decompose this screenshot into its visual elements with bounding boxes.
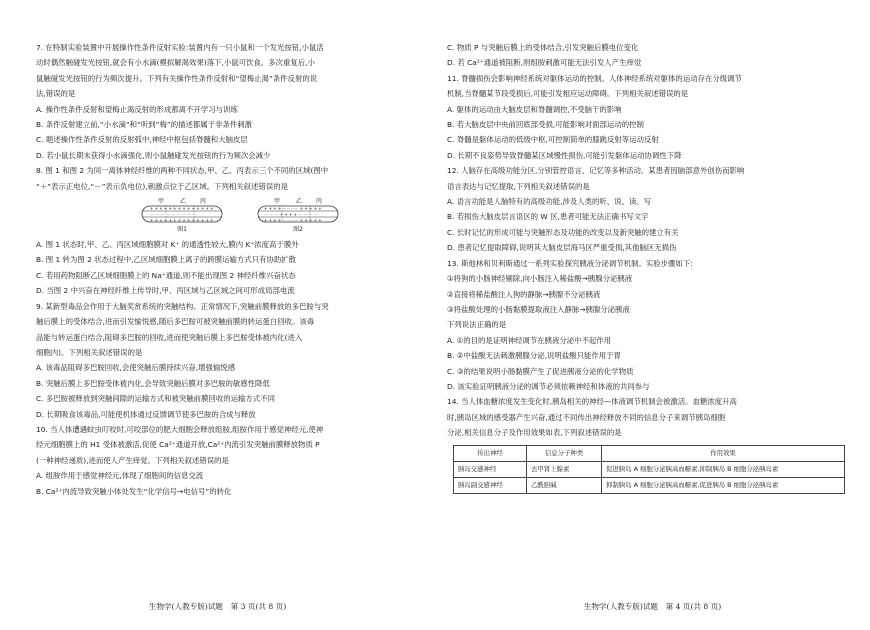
q7-option-b: B. 条件反射建立前,“小水滴”和“听到”梅”的描述都属于非条件刺激 [36, 120, 253, 130]
table-cell: 胰岛交感神经 [454, 461, 527, 477]
right-page [435, 0, 870, 630]
question-8 [36, 163, 425, 298]
q9-stem-line: 品能与转运蛋白结合,阻碍多巴胺的回收,进而使突触后膜上多巴胺受体被内化(进入 [36, 332, 303, 342]
table-header: 信息分子种类 [527, 445, 602, 461]
q11-option-d: D. 长期不良姿势导致脊髓某区域慢性损伤,可能引发躯体运动协调性下降 [447, 150, 682, 160]
q10-option-c: C. 物质 P 与突触后膜上的受体结合,引发突触后膜电位变化 [447, 43, 639, 52]
q10-stem-line: (一种神经递质),进而使人产生痒觉。下列相关叙述错误的是 [36, 455, 229, 465]
question-9 [36, 299, 425, 422]
q7-stem-line: 鼠触碰发光按钮的行为频次提升。下列有关操作性条件反射和“望梅止渴”条件反射的说 [36, 73, 318, 83]
q7-option-c: C. 题述操作性条件反射的反射弧中,神经中枢包括脊髓和大脑皮层 [36, 135, 248, 145]
q11-stem-line: 机制,当脊髓某节段受损后,可能引发相应运动障碍。下列相关叙述错误的是 [447, 89, 689, 99]
q12-option-c: C. 长时记忆的形成可能与突触形态及功能的改变以及新突触的建立有关 [447, 227, 679, 237]
figure-2-caption: 图2 [293, 226, 303, 234]
q10-stem-line: 经元细胞膜上的 H1 受体被激活,促使 Ca²⁺通道开放,Ca²⁺内流引发突触前膜释放物质 P [36, 440, 320, 450]
question-11 [447, 71, 848, 163]
q9-option-a: A. 该毒品阻碍多巴胺回收,会使突触后膜持续兴奋,增强愉悦感 [36, 363, 236, 373]
svg-text:+ + + + + + + + + + + + + +: + + + + + + + + + + + + + + [150, 217, 214, 223]
svg-text:－ － － + + + + － － － －: － － － + + + + － － － － [264, 212, 319, 218]
svg-text:－ － － － － － － － －: － － － － － － － － － [150, 212, 197, 218]
q7-stem-line: 动时偶然触碰发光按钮,就会有小水滴(模拟解渴效果)落下,小鼠可饮食。多次重复后,小 [36, 58, 315, 68]
q9-stem-line: 细胞内)。下列相关叙述错误的是 [36, 347, 143, 357]
q11-option-a: A. 躯体的运动由大脑皮层和脊髓调控,不受脑干的影响 [447, 104, 622, 114]
q12-stem-line: 12. 人脑存在高级功能分区,分别管控语言、记忆等多种活动。某患者因脑部意外创伤而影响 [447, 166, 745, 176]
page-footer-left: 生物学(人教专版)试题 第 3 页(共 8 页) [148, 601, 287, 611]
table-header: 作用效果 [602, 445, 845, 461]
q7-option-a: A. 操作性条件反射和望梅止渴反射的形成都离不开学习与训练 [36, 104, 238, 114]
q12-option-a: A. 语言功能是人脑特有的高级功能,涉及人类的听、说、读、写 [447, 197, 652, 207]
q14-stem-line: 14. 当人体血糖浓度发生变化时,胰岛相关的神经—体液调节机制会被激活。血糖浓度升高 [447, 397, 737, 407]
q8-stem-line: “＋”表示正电位,“－”表示负电位),刺激点位于乙区域。下列相关叙述错误的是 [36, 181, 289, 191]
q13-option-c: C. ③的结果说明小肠黏膜产生了促进胰液分泌的化学物质 [447, 366, 634, 376]
label-bing: 丙 [316, 198, 323, 206]
question-7 [36, 40, 425, 163]
table-row [454, 461, 845, 477]
svg-text:+ + + + －－－－ + + + + +: + + + + －－－－ + + + + + [264, 206, 322, 212]
label-jia: 甲 [158, 198, 165, 206]
q13-step-2: ②直接将稀盐酸注入狗的静脉→胰腺不分泌胰液 [447, 289, 601, 299]
q10-stem-line: 10. 当人体遭遇蚊虫叮咬时,可咬部位的肥大细胞会释放组胺,组胺作用于感觉神经元,使神 [36, 424, 324, 434]
nerve-fiber-diagram-1 [136, 196, 228, 226]
q10-option-a: A. 组胺作用于感觉神经元,体现了细胞间的信息交流 [36, 471, 204, 481]
page-footer-right: 生物学(人教专版)试题 第 4 页(共 8 页) [583, 601, 722, 611]
q14-table [453, 445, 845, 494]
nerve-fiber-diagram-2 [252, 196, 344, 226]
q8-option-a: A. 图 1 状态时,甲、乙、丙区域细胞膜对 K⁺ 的通透性较大,膜内 K⁺浓度高于膜外 [36, 240, 299, 250]
q9-stem-line: 触后膜上的受体结合,进而引发愉悦感,随后多巴胺可被突触前膜的转运蛋白回收。该毒 [36, 317, 315, 327]
q14-stem-line: 分泌,相关信息分子及作用效果如表,下列叙述错误的是 [447, 428, 622, 438]
q14-stem-line: 时,胰岛区域的感受器产生兴奋,通过不同传出神经释放不同的信息分子来调节胰岛细胞 [447, 412, 726, 422]
q13-step-3: ③将盐酸处理的小肠黏膜提取液注入静脉→胰腺分泌胰液 [447, 304, 630, 314]
table-row [454, 477, 845, 493]
table-header: 传出神经 [454, 445, 527, 461]
svg-text:+ + + + + + + + + + + + + +: + + + + + + + + + + + + + + [150, 206, 214, 212]
q13-lead: 下列说法正确的是 [447, 320, 507, 330]
label-yi: 乙 [296, 198, 303, 206]
q11-option-c: C. 脊髓是躯体运动的低级中枢,可控制简单的膝跳反射等运动反射 [447, 135, 659, 145]
q9-option-d: D. 长期吸食该毒品,可能使机体通过反馈调节使多巴胺的合成与释放 [36, 409, 256, 419]
q13-option-a: A. ①的目的是证明神经调节在胰液分泌中不起作用 [447, 335, 612, 345]
q12-stem-line: 语言表达与记忆提取,下列相关叙述错误的是 [447, 181, 590, 191]
q9-option-b: B. 突触后膜上多巴胺受体被内化,会导致突触后膜对多巴胺的敏感性降低 [36, 378, 270, 388]
question-10 [36, 422, 425, 499]
q8-figure [136, 196, 425, 234]
label-yi: 乙 [180, 198, 187, 206]
q13-option-d: D. 该实验证明胰液分泌的调节必须依赖神经和体液的共同参与 [447, 381, 650, 391]
question-12 [447, 163, 848, 255]
q12-option-b: B. 若损伤大脑皮层言语区的 W 区,患者可能无法正确书写文字 [447, 212, 649, 222]
table-cell: 乙酰胆碱 [527, 477, 602, 493]
q7-option-d: D. 若小鼠长期未获得小水滴强化,则小鼠触碰发光按钮的行为频次会减少 [36, 150, 271, 160]
question-14 [447, 394, 848, 493]
q12-option-d: D. 患者记忆提取障碍,说明其大脑皮层海马区严重受损,其他脑区无损伤 [447, 243, 677, 253]
q7-stem-line: 7. 在特制实验装置中开展操作性条件反射实验:装置内有一只小鼠和一个发光按钮,小鼠活 [36, 43, 324, 52]
q13-option-b: B. ②中盐酸无法刺激胰腺分泌,说明盐酸只能作用于胃 [447, 351, 621, 361]
table-cell: 去甲肾上腺素 [527, 461, 602, 477]
q11-stem-line: 11. 脊髓损伤会影响神经系统对躯体运动的控制。人体神经系统对躯体的运动存在分级调节 [447, 73, 742, 83]
q9-option-c: C. 多巴胺被释放到突触间隙的运输方式和被突触前膜回收的运输方式不同 [36, 394, 275, 404]
q8-stem-line: 8. 图 1 和图 2 为同一离体神经纤维的两种不同状态,甲、乙、丙表示三个不同的区域(图中 [36, 166, 329, 176]
label-bing: 丙 [200, 198, 207, 206]
q10-option-d: D. 若 Ca²⁺通道被阻断,则组胺刺激可能无法引发人产生痒觉 [447, 58, 642, 68]
q7-stem-line: 法,错误的是 [36, 89, 76, 99]
label-jia: 甲 [274, 198, 281, 206]
q11-option-b: B. 若大脑皮层中央前回底部受损,可能影响对面部运动的控制 [447, 120, 644, 130]
q8-option-d: D. 当图 2 中兴奋在神经纤维上传导时,甲、丙区域与乙区域之间可形成局部电流 [36, 286, 295, 296]
q13-stem-line: 13. 斯他林和贝利斯通过一系列实验探究胰液分泌调节机制。实验步骤如下: [447, 258, 693, 268]
q13-step-1: ①将狗的小肠神经剔除,向小肠注入稀盐酸→胰腺分泌胰液 [447, 274, 633, 284]
table-cell: 胰岛副交感神经 [454, 477, 527, 493]
question-10-continued [447, 40, 848, 71]
figure-1 [136, 196, 228, 234]
table-cell: 抑制胰岛 A 细胞分泌胰高血糖素,促进胰岛 B 细胞分泌胰岛素 [602, 477, 845, 493]
table-cell: 促进胰岛 A 细胞分泌胰高血糖素,抑制胰岛 B 细胞分泌胰岛素 [602, 461, 845, 477]
q8-option-c: C. 若用药物阻断乙区域细胞膜上的 Na⁺通道,则不能出现图 2 神经纤维兴奋状态 [36, 270, 296, 280]
q8-option-b: B. 图 1 转为图 2 状态过程中,乙区域细胞膜上离子的跨膜运输方式只有协助扩散 [36, 255, 297, 265]
q9-stem-line: 9. 某新型毒品会作用于大脑奖赏系统的突触结构。正常情况下,突触前膜释放的多巴胺与突 [36, 301, 329, 311]
q10-option-b: B. Ca²⁺内流导致突触小体处发生“化学信号→电信号”的转化 [36, 486, 232, 496]
svg-text:+ + + + －－－－ + + + + +: + + + + －－－－ + + + + + [264, 217, 322, 223]
figure-1-caption: 图1 [177, 226, 187, 234]
question-13 [447, 256, 848, 395]
figure-2 [252, 196, 344, 234]
